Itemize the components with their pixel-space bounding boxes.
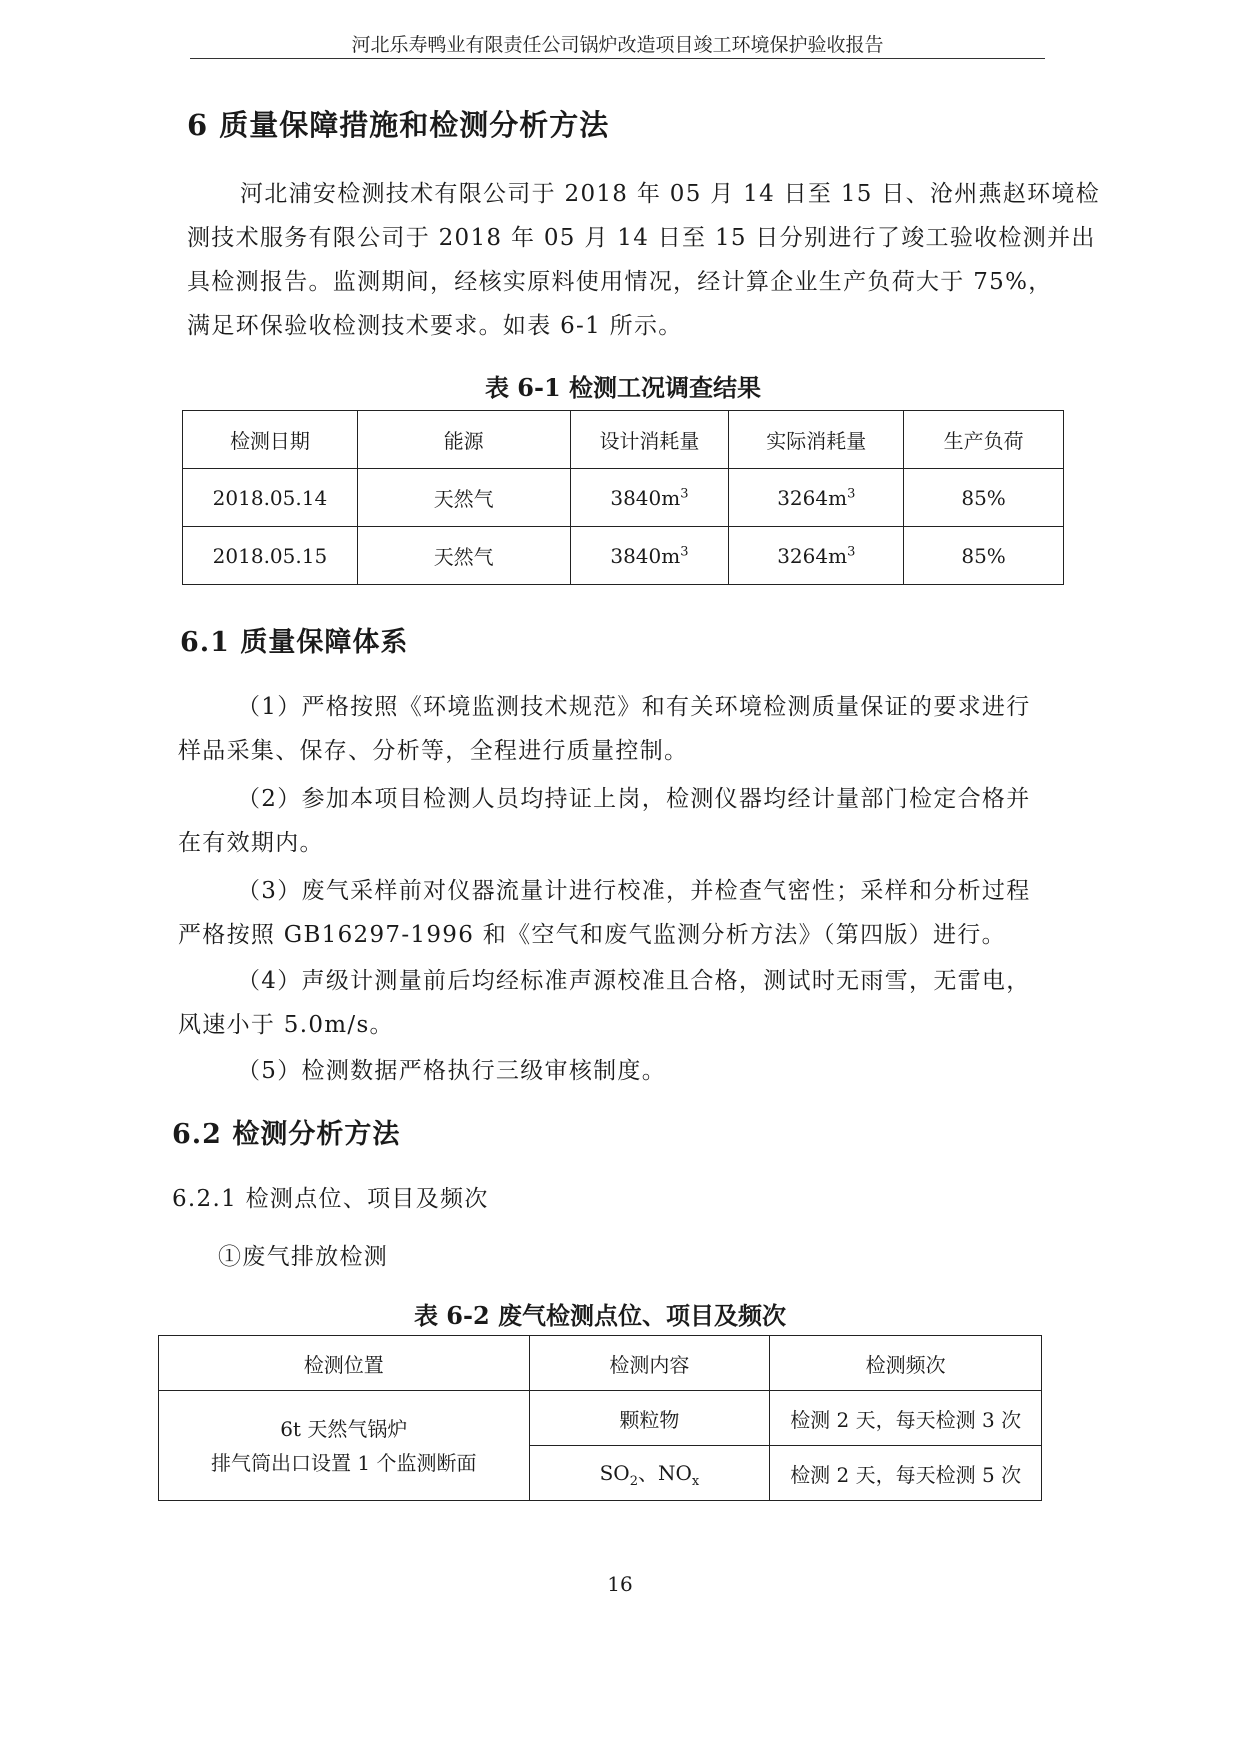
table-1-date-cell: 2018.05.14 xyxy=(183,469,358,527)
table-1-energy-cell: 天然气 xyxy=(357,469,570,527)
so-text: SO xyxy=(599,1461,630,1485)
table-1-row xyxy=(183,527,1064,585)
design-value: 3840m xyxy=(610,485,681,510)
table-2-header-cell: 检测位置 xyxy=(159,1336,530,1391)
qa-line-7: （4）声级计测量前后均经标准声源校准且合格，测试时无雨雪，无雷电， xyxy=(237,968,1031,994)
design-value: 3840m xyxy=(610,543,681,568)
table-2-header-cell: 检测内容 xyxy=(529,1336,770,1391)
table-1-design-cell xyxy=(570,527,729,585)
intro-line-3: 具检测报告。监测期间，经核实原料使用情况，经计算企业生产负荷大于 75%， xyxy=(187,269,1053,295)
table-2-frequency-cell: 检测 2 天，每天检测 3 次 xyxy=(770,1391,1042,1446)
qa-line-5: （3）废气采样前对仪器流量计进行校准，并检查气密性；采样和分析过程 xyxy=(237,878,1031,904)
qa-line-3: （2）参加本项目检测人员均持证上岗，检测仪器均经计量部门检定合格并 xyxy=(237,786,1031,812)
table-1-header-cell: 实际消耗量 xyxy=(729,411,904,469)
table-2-frequency-cell: 检测 2 天，每天检测 5 次 xyxy=(770,1446,1042,1501)
qa-line-6: 严格按照 GB16297-1996 和《空气和废气监测分析方法》（第四版）进行。 xyxy=(178,922,1006,948)
table-2-header-row xyxy=(159,1336,1042,1391)
section-6-2-title: 6.2 检测分析方法 xyxy=(172,1119,401,1150)
qa-line-8: 风速小于 5.0m/s。 xyxy=(178,1012,394,1038)
section-6-1-title: 6.1 质量保障体系 xyxy=(180,627,409,658)
table-1-energy-cell: 天然气 xyxy=(357,527,570,585)
qa-line-9: （5）检测数据严格执行三级审核制度。 xyxy=(237,1058,667,1084)
table-1-load-cell: 85% xyxy=(904,527,1064,585)
table-1-date-cell: 2018.05.15 xyxy=(183,527,358,585)
table-2-header-cell: 检测频次 xyxy=(770,1336,1042,1391)
table-2-content-cell: 颗粒物 xyxy=(529,1391,770,1446)
table-1-header-cell: 能源 xyxy=(357,411,570,469)
header-rule xyxy=(190,58,1045,59)
no-text: 、NO xyxy=(637,1461,692,1485)
intro-line-1: 河北浦安检测技术有限公司于 2018 年 05 月 14 日至 15 日、沧州燕赵环境检 xyxy=(240,181,1101,207)
table-1-row xyxy=(183,469,1064,527)
table-1-header-cell: 生产负荷 xyxy=(904,411,1064,469)
table-1-actual-cell xyxy=(729,469,904,527)
qa-line-1: （1）严格按照《环境监测技术规范》和有关环境检测质量保证的要求进行 xyxy=(237,694,1031,720)
location-line-2: 排气筒出口设置 1 个监测断面 xyxy=(211,1450,477,1475)
unit-superscript: 3 xyxy=(847,543,856,559)
table-1-header-row xyxy=(183,411,1064,469)
actual-value: 3264m xyxy=(777,485,848,510)
unit-superscript: 3 xyxy=(680,485,689,501)
actual-value: 3264m xyxy=(777,543,848,568)
intro-line-4: 满足环保验收检测技术要求。如表 6-1 所示。 xyxy=(187,313,683,339)
table-2-content-cell xyxy=(529,1446,770,1501)
page-number: 16 xyxy=(607,1572,633,1596)
table-1-load-cell: 85% xyxy=(904,469,1064,527)
table-1 xyxy=(182,410,1064,585)
unit-superscript: 3 xyxy=(680,543,689,559)
intro-line-2: 测技术服务有限公司于 2018 年 05 月 14 日至 15 日分别进行了竣工验收检测并出 xyxy=(187,225,1096,251)
table-2-caption: 表 6-2 废气检测点位、项目及频次 xyxy=(413,1301,787,1330)
so-subscript: 2 xyxy=(629,1474,638,1489)
table-1-header-cell: 设计消耗量 xyxy=(570,411,729,469)
qa-line-2: 样品采集、保存、分析等，全程进行质量控制。 xyxy=(178,738,689,764)
table-1-caption: 表 6-1 检测工况调查结果 xyxy=(484,373,762,402)
qa-line-4: 在有效期内。 xyxy=(178,830,324,856)
page-header: 河北乐寿鸭业有限责任公司锅炉改造项目竣工环境保护验收报告 xyxy=(351,34,884,56)
location-line-1: 6t 天然气锅炉 xyxy=(280,1416,408,1441)
section-6-title: 6 质量保障措施和检测分析方法 xyxy=(187,108,610,142)
exhaust-item-title: ①废气排放检测 xyxy=(218,1244,389,1270)
table-2-row xyxy=(159,1391,1042,1446)
no-subscript: x xyxy=(691,1474,700,1489)
table-1-design-cell xyxy=(570,469,729,527)
table-1-actual-cell xyxy=(729,527,904,585)
table-2-location-cell xyxy=(159,1391,530,1501)
section-6-2-1-title: 6.2.1 检测点位、项目及频次 xyxy=(172,1186,489,1212)
unit-superscript: 3 xyxy=(847,485,856,501)
table-1-header-cell: 检测日期 xyxy=(183,411,358,469)
table-2 xyxy=(158,1335,1042,1501)
